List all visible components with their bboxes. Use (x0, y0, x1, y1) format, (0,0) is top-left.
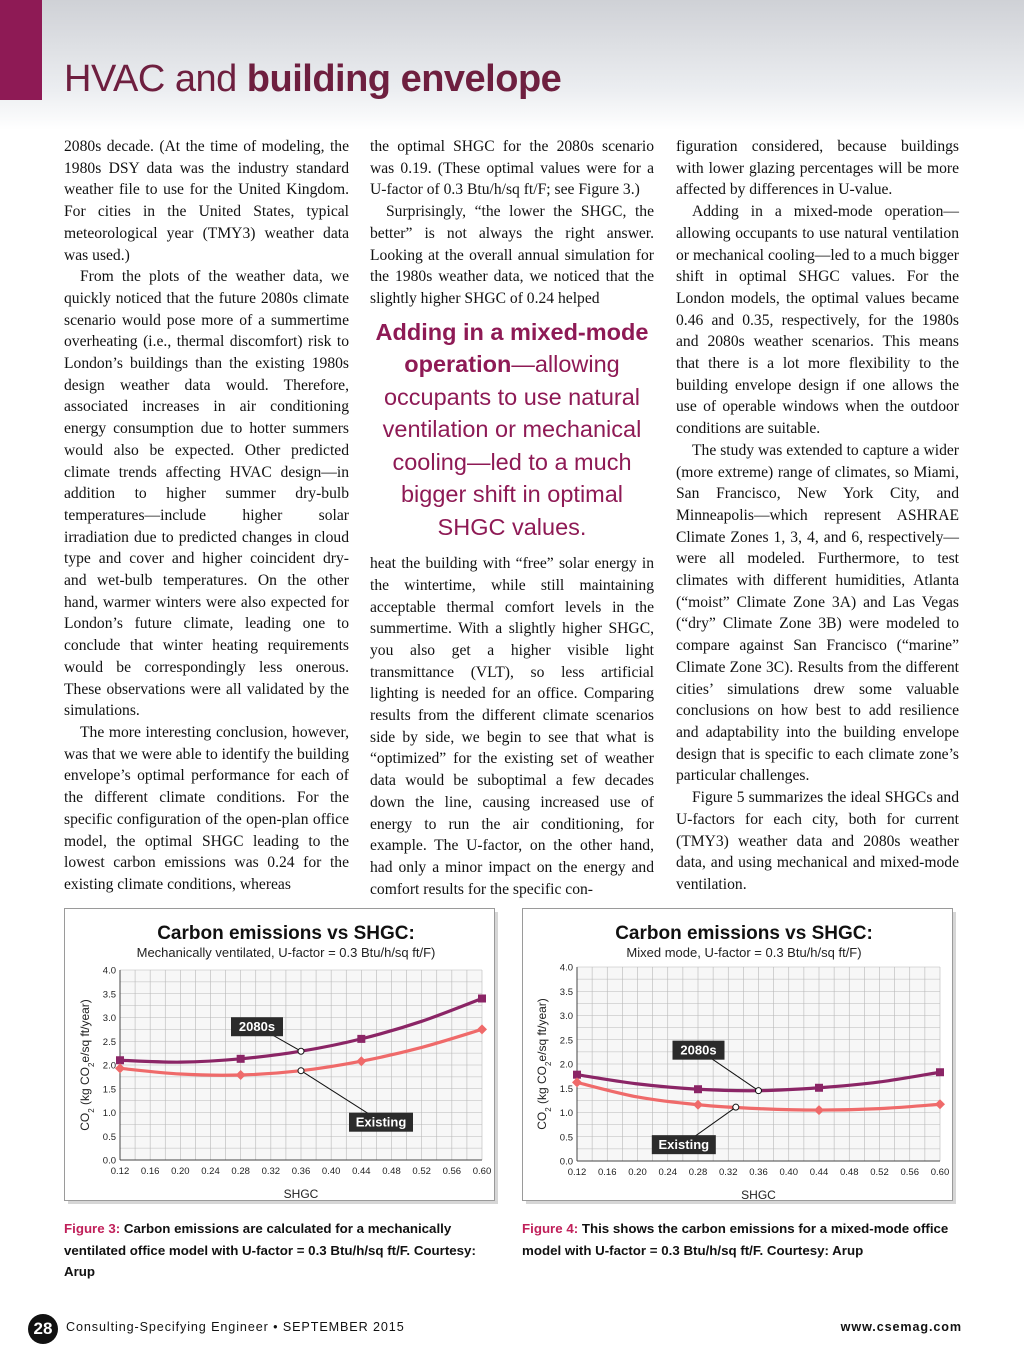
chart-subtitle: Mixed mode, U-factor = 0.3 Btu/h/sq ft/F) (626, 945, 862, 960)
data-point-marker (694, 1085, 702, 1093)
y-tick-label: 0.0 (102, 1155, 116, 1167)
paragraph: heat the building with “free” solar energy in the wintertime, while still maintaining acceptable thermal comfort levels in the summertime. With a slightly higher SHGC, you also get a higher visible light transmittance (VLT), so less artificial lighting is needed for an office. Comparing results from the different climate scenarios side by side, we begin to see that what is “optimized” for the existing set of weather data would be suboptimal a few decades down the line, causing increased use of energy to run the air conditioning, for example. The U-factor, on the other hand, had only a minor impact on the energy and comfort results for the specific con- (370, 555, 654, 898)
callout-point (298, 1068, 304, 1074)
paragraph: Figure 5 summarizes the ideal SHGCs and U-factors for each city, both for current (TMY3) weather data and 2080s weather data, and using mechanical and mixed-mode ventilation. (676, 789, 959, 893)
callout-point (733, 1104, 739, 1110)
y-tick-label: 1.0 (559, 1108, 573, 1119)
y-tick-label: 2.0 (559, 1059, 573, 1071)
x-tick-label: 0.36 (749, 1167, 768, 1178)
data-point-marker (815, 1084, 823, 1092)
figure-4-chart (522, 908, 960, 1208)
x-tick-label: 0.48 (382, 1166, 401, 1177)
paragraph: figuration considered, because buildings with lower glazing percentages will be more affected by differences in U-value. (676, 138, 959, 199)
y-tick-label: 2.5 (102, 1036, 116, 1048)
figure-3-caption (64, 1218, 504, 1283)
y-tick-label: 1.5 (559, 1083, 573, 1095)
x-tick-label: 0.48 (840, 1167, 859, 1178)
page-number: 28 (28, 1314, 58, 1344)
y-tick-label: 4.0 (102, 965, 116, 977)
x-tick-label: 0.32 (719, 1167, 738, 1178)
y-axis-title-part: 2 (543, 1061, 553, 1067)
x-axis-title: SHGC (741, 1188, 776, 1202)
section-title-light: HVAC and (64, 58, 247, 100)
data-point-marker (357, 1035, 365, 1043)
figure-4-caption-text: This shows the carbon emissions for a mixed-mode office model with U-factor = 0.3 Btu/h/sq ft/F. Courtesy: Arup (522, 1221, 949, 1258)
callout-point (298, 1048, 304, 1054)
figure-4-caption-label: Figure 4: (522, 1221, 582, 1236)
y-tick-label: 3.0 (559, 1011, 573, 1022)
data-point-marker (936, 1068, 944, 1076)
x-tick-label: 0.24 (658, 1167, 677, 1178)
y-axis-title-part: e/sq ft/year) (78, 999, 92, 1063)
x-tick-label: 0.16 (140, 1166, 160, 1177)
x-tick-label: 0.28 (688, 1167, 708, 1178)
pull-quote-rest: —allowing occupants to use natural ventilation or mechanical cooling—led to a much bigger shift in optimal SHGC values. (382, 351, 642, 540)
x-tick-label: 0.52 (412, 1166, 431, 1177)
y-axis-title-part: (kg CO (535, 1066, 549, 1108)
x-tick-label: 0.12 (567, 1167, 587, 1178)
y-axis-title-part: CO (78, 1112, 92, 1131)
x-tick-label: 0.56 (900, 1167, 919, 1178)
y-tick-label: 1.5 (102, 1084, 116, 1096)
paragraph: The more interesting conclusion, however, was that we were able to identify the building envelope’s optimal performance for each of the different climate conditions. For the specific configuration of the open-plan office model, the optimal SHGC leading to the lowest carbon emissions was 0.24 for the existing climate conditions, whereas (64, 723, 349, 893)
paragraph: Surprisingly, “the lower the SHGC, the better” is not always the right answer. Looking at the overall annual simulation for the 1980s weather data, we noticed that the slightly higher SHGC of 0.24 helped (370, 203, 654, 307)
y-axis-title-part: e/sq ft/year) (535, 998, 549, 1062)
paragraph: 2080s decade. (At the time of modeling, the 1980s DSY data was the industry standard weather file to use for the United Kingdom. For cities in the United States, typical meteorological year (TMY3) weather data was used.) (64, 138, 349, 264)
accent-bar (0, 0, 42, 100)
x-tick-label: 0.60 (472, 1166, 492, 1177)
pull-quote-bold: Adding in a mixed-mode operation (375, 318, 649, 378)
x-tick-label: 0.24 (201, 1166, 220, 1177)
x-tick-label: 0.20 (171, 1166, 190, 1177)
chart-subtitle: Mechanically ventilated, U-factor = 0.3 Btu/h/sq ft/F) (136, 945, 436, 960)
footer-publication: Consulting-Specifying Engineer • SEPTEMBER 2015 (66, 1320, 405, 1334)
x-tick-label: 0.40 (321, 1166, 341, 1177)
body-column-3 (676, 136, 959, 896)
y-tick-label: 3.5 (102, 989, 116, 1001)
y-axis-title-part: (kg CO (78, 1067, 92, 1109)
y-tick-label: 0.0 (559, 1156, 573, 1168)
x-tick-label: 0.36 (291, 1166, 311, 1177)
chart-title: Carbon emissions vs SHGC: (615, 923, 873, 944)
x-tick-label: 0.52 (870, 1167, 889, 1178)
data-point-marker (478, 995, 486, 1003)
y-tick-label: 2.5 (559, 1035, 573, 1047)
pull-quote (368, 316, 656, 544)
section-title-bold: building envelope (246, 58, 562, 100)
figure-4-caption (522, 1218, 962, 1261)
figure-3-caption-label: Figure 3: (64, 1221, 124, 1236)
body-column-2 (370, 136, 654, 900)
x-tick-label: 0.60 (930, 1167, 950, 1178)
x-tick-label: 0.44 (809, 1167, 829, 1178)
series-label: Existing (355, 1114, 407, 1130)
series-label: 2080s (238, 1019, 276, 1035)
x-tick-label: 0.28 (231, 1166, 250, 1177)
callout-point (756, 1088, 762, 1094)
y-axis-title-part: 2 (86, 1062, 96, 1068)
data-point-marker (116, 1056, 124, 1064)
x-tick-label: 0.20 (628, 1167, 647, 1178)
y-tick-label: 1.0 (102, 1108, 116, 1119)
x-tick-label: 0.16 (598, 1167, 617, 1178)
section-title (64, 58, 561, 101)
y-tick-label: 4.0 (559, 962, 573, 974)
series-label: Existing (658, 1137, 710, 1153)
x-tick-label: 0.32 (261, 1166, 281, 1177)
data-point-marker (237, 1055, 245, 1063)
x-tick-label: 0.40 (779, 1167, 798, 1178)
chart-title: Carbon emissions vs SHGC: (157, 923, 415, 944)
y-tick-label: 3.5 (559, 986, 573, 998)
series-label: 2080s (680, 1042, 717, 1058)
paragraph: the optimal SHGC for the 2080s scenario was 0.19. (These optimal values were for a U-factor of 0.3 Btu/h/sq ft/F; see Figure 3.) (370, 138, 654, 199)
x-tick-label: 0.44 (352, 1166, 371, 1177)
y-tick-label: 0.5 (102, 1131, 116, 1143)
body-column-1 (64, 136, 349, 896)
x-axis-title: SHGC (283, 1187, 319, 1201)
x-tick-label: 0.12 (110, 1166, 130, 1177)
figure-3-caption-text: Carbon emissions are calculated for a mechanically ventilated office model with U-factor = 0.3 Btu/h/sq ft/F. Courtesy: Arup (64, 1221, 476, 1279)
paragraph: The study was extended to capture a wider (more extreme) range of climates, so Miami, San Francisco, New York City, and Minneapolis—which represent ASHRAE Climate Zones 1, 3, 4, and 6, respectively—were all modeled. Furthermore, to test climates with different humidities, Atlanta (“moist” Climate Zone 3A) and Las Vegas (“dry” Climate Zone 3B) were modeled to compare against San Francisco (“marine” Climate Zone 3C). Results from the different cities’ simulations drew some valuable conclusions on how best to add resilience and adaptability into the building envelope design that is specific to each climate zone’s particular challenges. (676, 441, 959, 785)
footer-url: www.csemag.com (840, 1320, 962, 1334)
y-axis-title-part: CO (535, 1111, 549, 1130)
y-tick-label: 3.0 (102, 1013, 116, 1024)
y-axis-title-part: 2 (543, 1107, 553, 1112)
y-axis-title-part: 2 (86, 1108, 96, 1113)
paragraph: From the plots of the weather data, we quickly noticed that the future 2080s climate scenario would pose more of a summertime overheating (i.e., thermal discomfort) risk to London’s buildings than the existing 1980s design weather data would. Therefore, associated increases in air conditioning energy consumption due to hotter summers would also be expected. Other predicted climate trends affecting HVAC design—in addition to higher summer dry-bulb temperatures—include higher solar irradiation due to predicted changes in cloud type and cover and higher coincident dry- and wet-bulb temperatures. On the other hand, warmer winters were also expected for London’s future climate, leading one to conclude that winter heating requirements would be correspondingly less onerous. These observations were all validated by the simulations. (64, 268, 349, 720)
paragraph: Adding in a mixed-mode operation—allowing occupants to use natural ventilation or mechanical cooling—led to a much bigger shift in optimal SHGC values. For the London models, the optimal values became 0.46 and 0.35, respectively, for the 1980s and 2080s weather scenarios. This means that there is a lot more flexibility to the building envelope design if one allows the use of operable windows when the outdoor conditions are suitable. (676, 203, 959, 438)
y-tick-label: 2.0 (102, 1060, 116, 1072)
x-tick-label: 0.56 (442, 1166, 462, 1177)
y-tick-label: 0.5 (559, 1132, 573, 1144)
figure-3-chart (64, 908, 502, 1208)
